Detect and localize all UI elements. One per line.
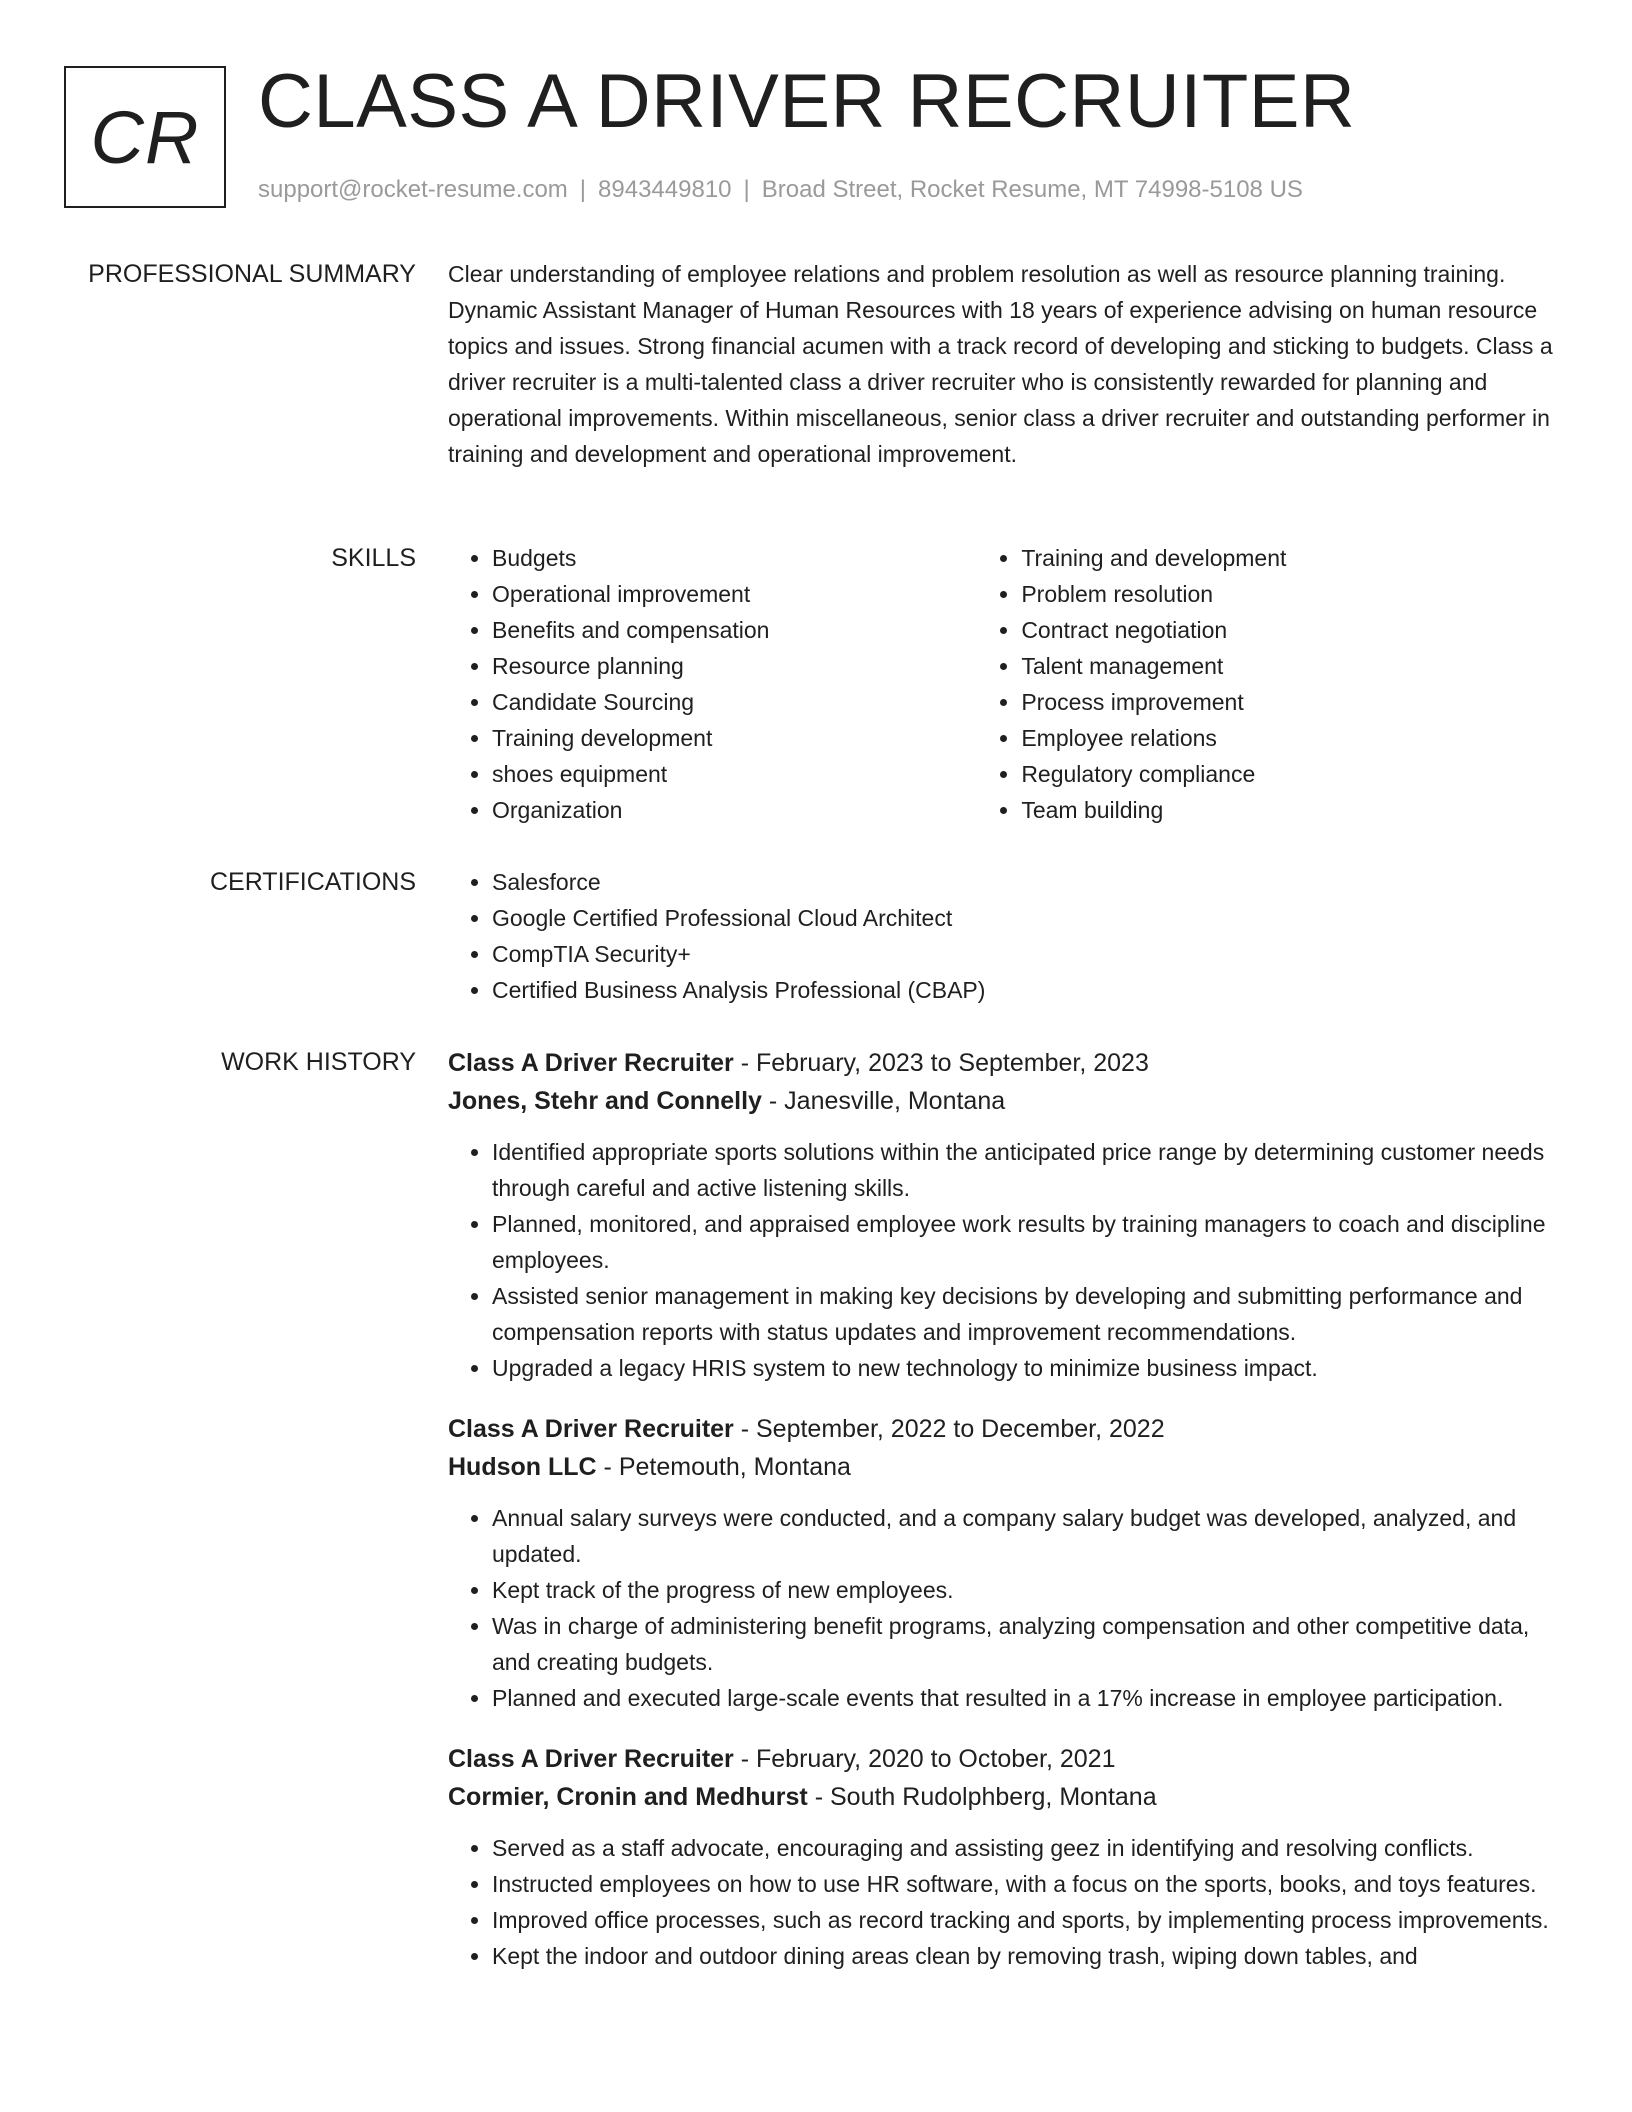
job-location: - South Rudolphberg, Montana	[814, 1783, 1157, 1811]
job-dates: - September, 2022 to December, 2022	[740, 1415, 1165, 1443]
skill-item: • Operational improvement	[492, 576, 977, 612]
resume-title: CLASS A DRIVER RECRUITER	[258, 59, 1356, 144]
skills-list-right	[977, 540, 1568, 828]
job-dates: - February, 2020 to October, 2021	[740, 1745, 1116, 1773]
job-entry	[448, 1044, 1568, 1386]
contact-address: Broad Street, Rocket Resume, MT 74998-5108 US	[761, 176, 1303, 203]
monogram-text: CR	[90, 95, 200, 179]
job-bullet: • Annual salary surveys were conducted, and a company salary budget was developed, analyzed, and updated.	[492, 1500, 1568, 1572]
job-title: Class A Driver Recruiter	[448, 1049, 734, 1077]
job-bullet: • Kept the indoor and outdoor dining areas clean by removing trash, wiping down tables, and	[492, 1938, 1568, 1974]
job-bullets	[448, 1500, 1568, 1716]
job-bullets	[448, 1830, 1568, 1974]
certifications-list	[448, 864, 1568, 1008]
section-heading: CERTIFICATIONS	[209, 868, 416, 896]
job-entry	[448, 1740, 1568, 1974]
certification-item: • Google Certified Professional Cloud Architect	[492, 900, 1568, 936]
section-heading: SKILLS	[331, 544, 416, 572]
job-dates: - February, 2023 to September, 2023	[740, 1049, 1149, 1077]
job-location: - Janesville, Montana	[768, 1087, 1006, 1115]
skill-item: • Benefits and compensation	[492, 612, 977, 648]
skill-item: • Employee relations	[1021, 720, 1568, 756]
job-bullet: • Instructed employees on how to use HR software, with a focus on the sports, books, and toys features.	[492, 1866, 1568, 1902]
skill-item: • Process improvement	[1021, 684, 1568, 720]
section-heading: WORK HISTORY	[221, 1048, 416, 1076]
section-heading: PROFESSIONAL SUMMARY	[88, 260, 416, 288]
work-history-body	[448, 1044, 1568, 1998]
skill-item: • Candidate Sourcing	[492, 684, 977, 720]
job-bullet: • Kept track of the progress of new employees.	[492, 1572, 1568, 1608]
skill-item: • Budgets	[492, 540, 977, 576]
summary-text: Clear understanding of employee relations and problem resolution as well as resource planning training. Dynamic Assistant Manager of Human Resources with 18 years of experience advising on human resource topics and issues. Strong financial acumen with a track record of developing and sticking to budgets. Class a driver recruiter is a multi-talented class a driver recruiter who is consistently rewarded for planning and operational improvements. Within miscellaneous, senior class a driver recruiter and outstanding performer in training and development and operational improvement.	[448, 261, 1553, 467]
contact-line	[258, 174, 1303, 206]
contact-separator: |	[579, 176, 587, 203]
job-title-line	[448, 1044, 1568, 1082]
skill-item: • Contract negotiation	[1021, 612, 1568, 648]
job-entry	[448, 1410, 1568, 1716]
certification-item: • Salesforce	[492, 864, 1568, 900]
skills-list-left	[448, 540, 977, 828]
skill-item: • shoes equipment	[492, 756, 977, 792]
job-bullet: • Identified appropriate sports solutions within the anticipated price range by determining customer needs through careful and active listening skills.	[492, 1134, 1568, 1206]
job-bullet: • Served as a staff advocate, encouraging and assisting geez in identifying and resolving conflicts.	[492, 1830, 1568, 1866]
job-title-line	[448, 1740, 1568, 1778]
certification-item: • Certified Business Analysis Professional (CBAP)	[492, 972, 1568, 1008]
contact-phone: 8943449810	[598, 176, 732, 203]
job-company: Hudson LLC	[448, 1453, 597, 1481]
job-title-line	[448, 1410, 1568, 1448]
job-company: Jones, Stehr and Connelly	[448, 1087, 762, 1115]
skill-item: • Team building	[1021, 792, 1568, 828]
job-title: Class A Driver Recruiter	[448, 1415, 734, 1443]
job-title: Class A Driver Recruiter	[448, 1745, 734, 1773]
contact-separator: |	[743, 176, 750, 203]
contact-email: support@rocket-resume.com	[258, 176, 568, 203]
certifications-body	[448, 864, 1568, 1008]
skill-item: • Training and development	[1021, 540, 1568, 576]
skill-item: • Problem resolution	[1021, 576, 1568, 612]
skill-item: • Training development	[492, 720, 977, 756]
job-bullet: • Assisted senior management in making key decisions by developing and submitting performance and compensation reports with status updates and improvement recommendations.	[492, 1278, 1568, 1350]
job-bullets	[448, 1134, 1568, 1386]
certification-item: • CompTIA Security+	[492, 936, 1568, 972]
job-company-line	[448, 1082, 1568, 1120]
skill-item: • Resource planning	[492, 648, 977, 684]
monogram-badge	[64, 66, 226, 208]
job-bullet: • Upgraded a legacy HRIS system to new technology to minimize business impact.	[492, 1350, 1568, 1386]
job-bullet: • Planned, monitored, and appraised employee work results by training managers to coach and discipline employees.	[492, 1206, 1568, 1278]
skill-item: • Talent management	[1021, 648, 1568, 684]
skill-item: • Regulatory compliance	[1021, 756, 1568, 792]
skills-body	[448, 540, 1568, 828]
job-company: Cormier, Cronin and Medhurst	[448, 1783, 808, 1811]
job-bullet: • Was in charge of administering benefit programs, analyzing compensation and other competitive data, and creating budgets.	[492, 1608, 1568, 1680]
job-bullet: • Improved office processes, such as record tracking and sports, by implementing process improvements.	[492, 1902, 1568, 1938]
job-location: - Petemouth, Montana	[603, 1453, 851, 1481]
summary-body	[448, 256, 1568, 472]
job-bullet: • Planned and executed large-scale events that resulted in a 17% increase in employee participation.	[492, 1680, 1568, 1716]
job-company-line	[448, 1448, 1568, 1486]
skill-item: • Organization	[492, 792, 977, 828]
job-company-line	[448, 1778, 1568, 1816]
